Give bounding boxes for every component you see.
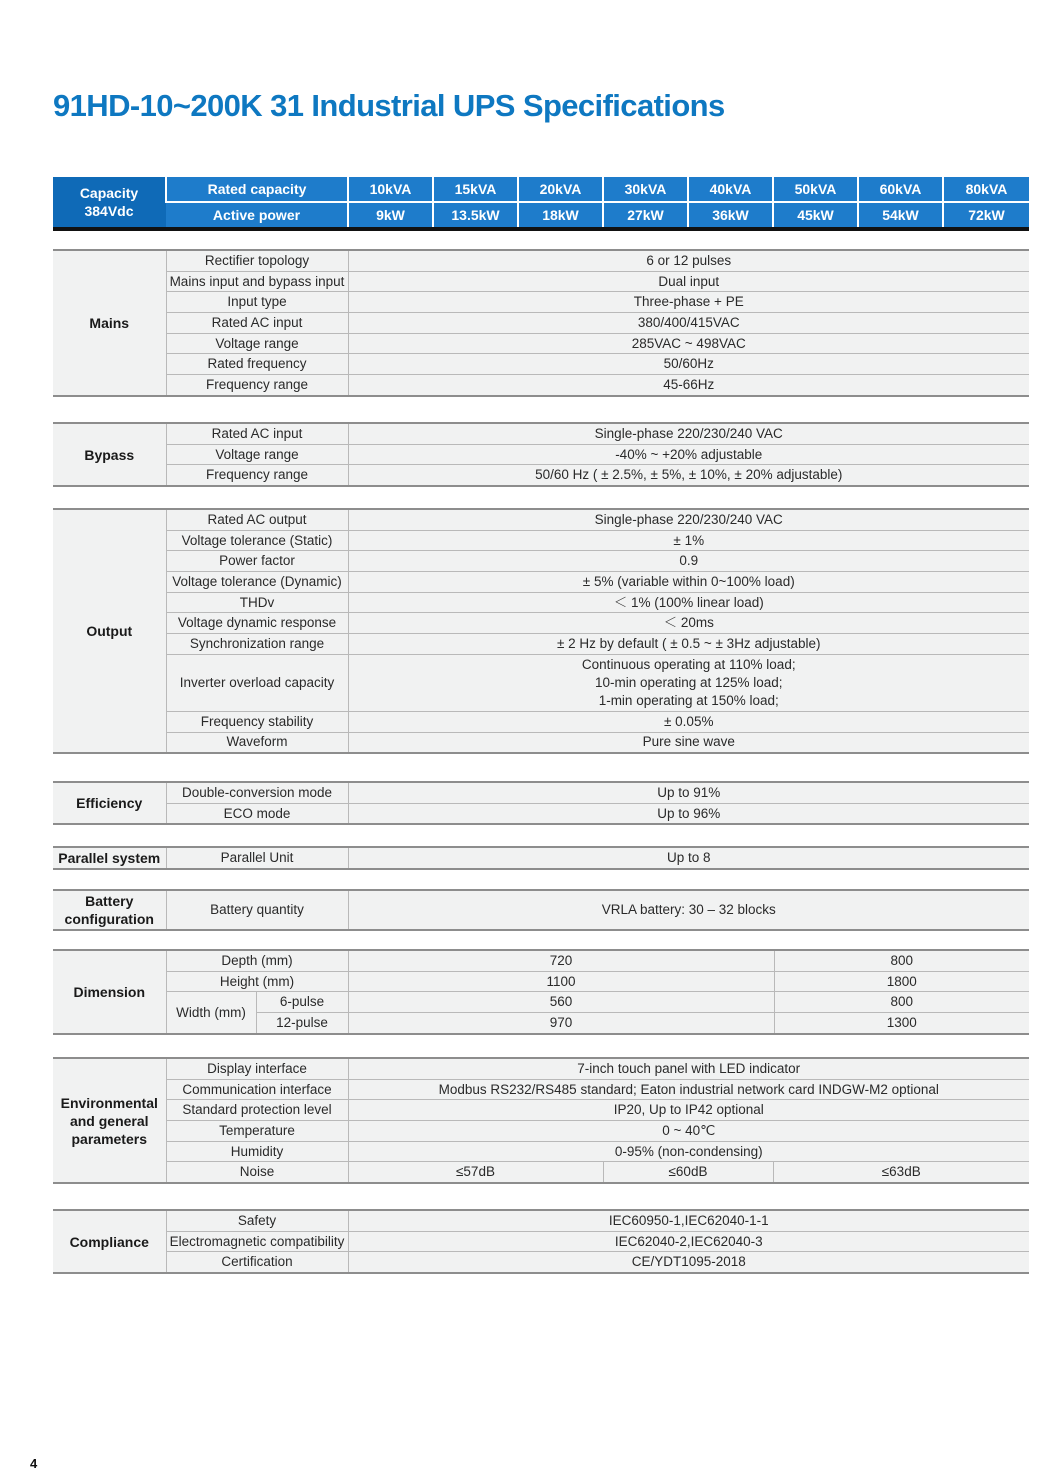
param-value: -40% ~ +20% adjustable bbox=[348, 444, 1029, 465]
rated-value: 15kVA bbox=[433, 177, 518, 202]
param-value: 720 bbox=[348, 950, 774, 971]
rated-value: 60kVA bbox=[858, 177, 943, 202]
environmental-label-line: and general bbox=[69, 1112, 149, 1129]
dimension-section bbox=[53, 949, 1029, 1035]
param-value: 800 bbox=[774, 950, 1029, 971]
width-label: Width (mm) bbox=[166, 992, 256, 1034]
param-value: Pure sine wave bbox=[348, 732, 1029, 753]
parallel-category: Parallel system bbox=[53, 847, 166, 869]
param-value: Up to 91% bbox=[348, 782, 1029, 803]
param-label: Rated AC output bbox=[166, 509, 348, 530]
compliance-section bbox=[53, 1209, 1029, 1274]
table-row bbox=[53, 890, 1029, 930]
param-value: 1800 bbox=[774, 971, 1029, 992]
param-label: Parallel Unit bbox=[166, 847, 348, 869]
param-label: Input type bbox=[166, 292, 348, 313]
table-row bbox=[53, 271, 1029, 292]
table-row bbox=[53, 375, 1029, 396]
rated-value: 50kVA bbox=[773, 177, 858, 202]
table-row bbox=[53, 423, 1029, 444]
table-row bbox=[53, 847, 1029, 869]
param-value: Modbus RS232/RS485 standard; Eaton industrial network card INDGW-M2 optional bbox=[348, 1079, 1029, 1100]
param-label: Double-conversion mode bbox=[166, 782, 348, 803]
table-row bbox=[53, 1162, 1029, 1183]
table-row bbox=[53, 782, 1029, 803]
param-label: Rated AC input bbox=[166, 313, 348, 334]
param-value: 0 ~ 40℃ bbox=[348, 1121, 1029, 1142]
table-row bbox=[53, 1100, 1029, 1121]
table-row bbox=[53, 992, 1029, 1013]
output-category: Output bbox=[53, 509, 166, 753]
param-value: IP20, Up to IP42 optional bbox=[348, 1100, 1029, 1121]
overload-line: 10-min operating at 125% load; bbox=[594, 674, 783, 690]
capacity-voltage: 384Vdc bbox=[84, 203, 134, 219]
active-value: 54kW bbox=[858, 202, 943, 229]
param-value: Dual input bbox=[348, 271, 1029, 292]
param-value: 285VAC ~ 498VAC bbox=[348, 333, 1029, 354]
table-row bbox=[53, 711, 1029, 732]
active-value: 9kW bbox=[348, 202, 433, 229]
efficiency-category: Efficiency bbox=[53, 782, 166, 824]
active-value: 45kW bbox=[773, 202, 858, 229]
param-label: Mains input and bypass input bbox=[166, 271, 348, 292]
active-value: 13.5kW bbox=[433, 202, 518, 229]
parallel-section bbox=[53, 846, 1029, 870]
bypass-category: Bypass bbox=[53, 423, 166, 486]
output-section bbox=[53, 508, 1029, 754]
param-label: Depth (mm) bbox=[166, 950, 348, 971]
param-value: Up to 96% bbox=[348, 803, 1029, 824]
active-value: 18kW bbox=[518, 202, 603, 229]
overload-line: Continuous operating at 110% load; bbox=[581, 656, 796, 672]
param-value: ± 1% bbox=[348, 530, 1029, 551]
param-label: THDv bbox=[166, 592, 348, 613]
param-label: Height (mm) bbox=[166, 971, 348, 992]
param-value: IEC60950-1,IEC62040-1-1 bbox=[348, 1210, 1029, 1231]
environmental-category bbox=[53, 1058, 166, 1183]
param-value: 0.9 bbox=[348, 551, 1029, 572]
rated-value: 20kVA bbox=[518, 177, 603, 202]
capacity-label: Capacity bbox=[79, 185, 139, 201]
param-value: 560 bbox=[348, 992, 774, 1013]
table-row bbox=[53, 950, 1029, 971]
overload-value bbox=[348, 654, 1029, 711]
param-label: Power factor bbox=[166, 551, 348, 572]
param-value: 50/60Hz bbox=[348, 354, 1029, 375]
active-value: 27kW bbox=[603, 202, 688, 229]
battery-category bbox=[53, 890, 166, 930]
param-value: 800 bbox=[774, 992, 1029, 1013]
param-label: Voltage tolerance (Dynamic) bbox=[166, 572, 348, 593]
page-title: 91HD-10~200K 31 Industrial UPS Specifications bbox=[53, 88, 725, 123]
page-number: 4 bbox=[30, 1456, 38, 1471]
table-row bbox=[53, 654, 1029, 711]
capacity-cell bbox=[53, 177, 166, 229]
param-label: Humidity bbox=[166, 1141, 348, 1162]
table-row bbox=[53, 354, 1029, 375]
table-row bbox=[53, 803, 1029, 824]
table-row bbox=[53, 530, 1029, 551]
param-value: 45-66Hz bbox=[348, 375, 1029, 396]
table-row bbox=[53, 509, 1029, 530]
table-row bbox=[53, 1058, 1029, 1079]
param-value: Single-phase 220/230/240 VAC bbox=[348, 509, 1029, 530]
param-label: Noise bbox=[166, 1162, 348, 1183]
param-value: Three-phase + PE bbox=[348, 292, 1029, 313]
rated-value: 30kVA bbox=[603, 177, 688, 202]
table-row bbox=[53, 1121, 1029, 1142]
environmental-section bbox=[53, 1057, 1029, 1184]
param-value: 7-inch touch panel with LED indicator bbox=[348, 1058, 1029, 1079]
battery-label-line: Battery bbox=[85, 893, 134, 909]
param-value: Up to 8 bbox=[348, 847, 1029, 869]
param-value: 6 or 12 pulses bbox=[348, 250, 1029, 271]
param-label: Rated frequency bbox=[166, 354, 348, 375]
bypass-section bbox=[53, 422, 1029, 487]
battery-section bbox=[53, 889, 1029, 931]
table-row bbox=[53, 634, 1029, 655]
active-power-label: Active power bbox=[166, 202, 348, 229]
table-row bbox=[53, 1252, 1029, 1273]
param-value: Single-phase 220/230/240 VAC bbox=[348, 423, 1029, 444]
param-label: Synchronization range bbox=[166, 634, 348, 655]
rated-value: 40kVA bbox=[688, 177, 773, 202]
efficiency-section bbox=[53, 781, 1029, 825]
param-value: ± 2 Hz by default ( ± 0.5 ~ ± 3Hz adjustable) bbox=[348, 634, 1029, 655]
param-value: VRLA battery: 30 – 32 blocks bbox=[348, 890, 1029, 930]
width-sub-label: 12-pulse bbox=[256, 1013, 348, 1034]
param-label: Communication interface bbox=[166, 1079, 348, 1100]
param-value: ± 5% (variable within 0~100% load) bbox=[348, 572, 1029, 593]
param-value: ± 0.05% bbox=[348, 711, 1029, 732]
param-label: Safety bbox=[166, 1210, 348, 1231]
table-row bbox=[53, 1079, 1029, 1100]
environmental-label-line: parameters bbox=[71, 1130, 147, 1147]
param-value: CE/YDT1095-2018 bbox=[348, 1252, 1029, 1273]
param-label: Frequency range bbox=[166, 465, 348, 486]
dimension-category: Dimension bbox=[53, 950, 166, 1034]
width-sub-label: 6-pulse bbox=[256, 992, 348, 1013]
param-value: 380/400/415VAC bbox=[348, 313, 1029, 334]
param-label: Electromagnetic compatibility bbox=[166, 1231, 348, 1252]
table-row bbox=[53, 1231, 1029, 1252]
param-label: Standard protection level bbox=[166, 1100, 348, 1121]
table-row bbox=[53, 572, 1029, 593]
param-value: IEC62040-2,IEC62040-3 bbox=[348, 1231, 1029, 1252]
capacity-header-table bbox=[53, 177, 1029, 231]
param-label: Certification bbox=[166, 1252, 348, 1273]
param-value: 0-95% (non-condensing) bbox=[348, 1141, 1029, 1162]
table-row bbox=[53, 1210, 1029, 1231]
param-label: Waveform bbox=[166, 732, 348, 753]
rated-value: 80kVA bbox=[943, 177, 1029, 202]
table-row bbox=[53, 333, 1029, 354]
param-value: 50/60 Hz ( ± 2.5%, ± 5%, ± 10%, ± 20% adjustable) bbox=[348, 465, 1029, 486]
table-row bbox=[53, 592, 1029, 613]
noise-value: ≤60dB bbox=[603, 1162, 773, 1183]
param-label: Display interface bbox=[166, 1058, 348, 1079]
rated-capacity-label: Rated capacity bbox=[166, 177, 348, 202]
param-label: Inverter overload capacity bbox=[166, 654, 348, 711]
table-row bbox=[53, 971, 1029, 992]
param-label: Frequency range bbox=[166, 375, 348, 396]
param-label: Voltage range bbox=[166, 444, 348, 465]
param-value: 1100 bbox=[348, 971, 774, 992]
active-value: 72kW bbox=[943, 202, 1029, 229]
param-label: Rated AC input bbox=[166, 423, 348, 444]
compliance-category: Compliance bbox=[53, 1210, 166, 1273]
param-label: Rectifier topology bbox=[166, 250, 348, 271]
table-row bbox=[53, 465, 1029, 486]
param-label: ECO mode bbox=[166, 803, 348, 824]
table-row bbox=[53, 551, 1029, 572]
mains-category: Mains bbox=[53, 250, 166, 396]
noise-value: ≤57dB bbox=[348, 1162, 603, 1183]
param-value: 1300 bbox=[774, 1013, 1029, 1034]
environmental-label-line: Environmental bbox=[60, 1094, 158, 1111]
param-label: Temperature bbox=[166, 1121, 348, 1142]
param-label: Voltage range bbox=[166, 333, 348, 354]
rated-value: 10kVA bbox=[348, 177, 433, 202]
battery-label-line: configuration bbox=[64, 911, 154, 927]
table-row bbox=[53, 313, 1029, 334]
mains-section bbox=[53, 249, 1029, 397]
table-row bbox=[53, 444, 1029, 465]
table-row bbox=[53, 1141, 1029, 1162]
param-value: ＜ 1% (100% linear load) bbox=[348, 592, 1029, 613]
active-value: 36kW bbox=[688, 202, 773, 229]
overload-line: 1-min operating at 150% load; bbox=[598, 692, 779, 708]
table-row bbox=[53, 732, 1029, 753]
table-row bbox=[53, 250, 1029, 271]
param-label: Frequency stability bbox=[166, 711, 348, 732]
param-value: 970 bbox=[348, 1013, 774, 1034]
param-label: Voltage tolerance (Static) bbox=[166, 530, 348, 551]
noise-value: ≤63dB bbox=[773, 1162, 1029, 1183]
table-row bbox=[53, 613, 1029, 634]
table-row bbox=[53, 292, 1029, 313]
param-label: Battery quantity bbox=[166, 890, 348, 930]
param-value: ＜ 20ms bbox=[348, 613, 1029, 634]
param-label: Voltage dynamic response bbox=[166, 613, 348, 634]
